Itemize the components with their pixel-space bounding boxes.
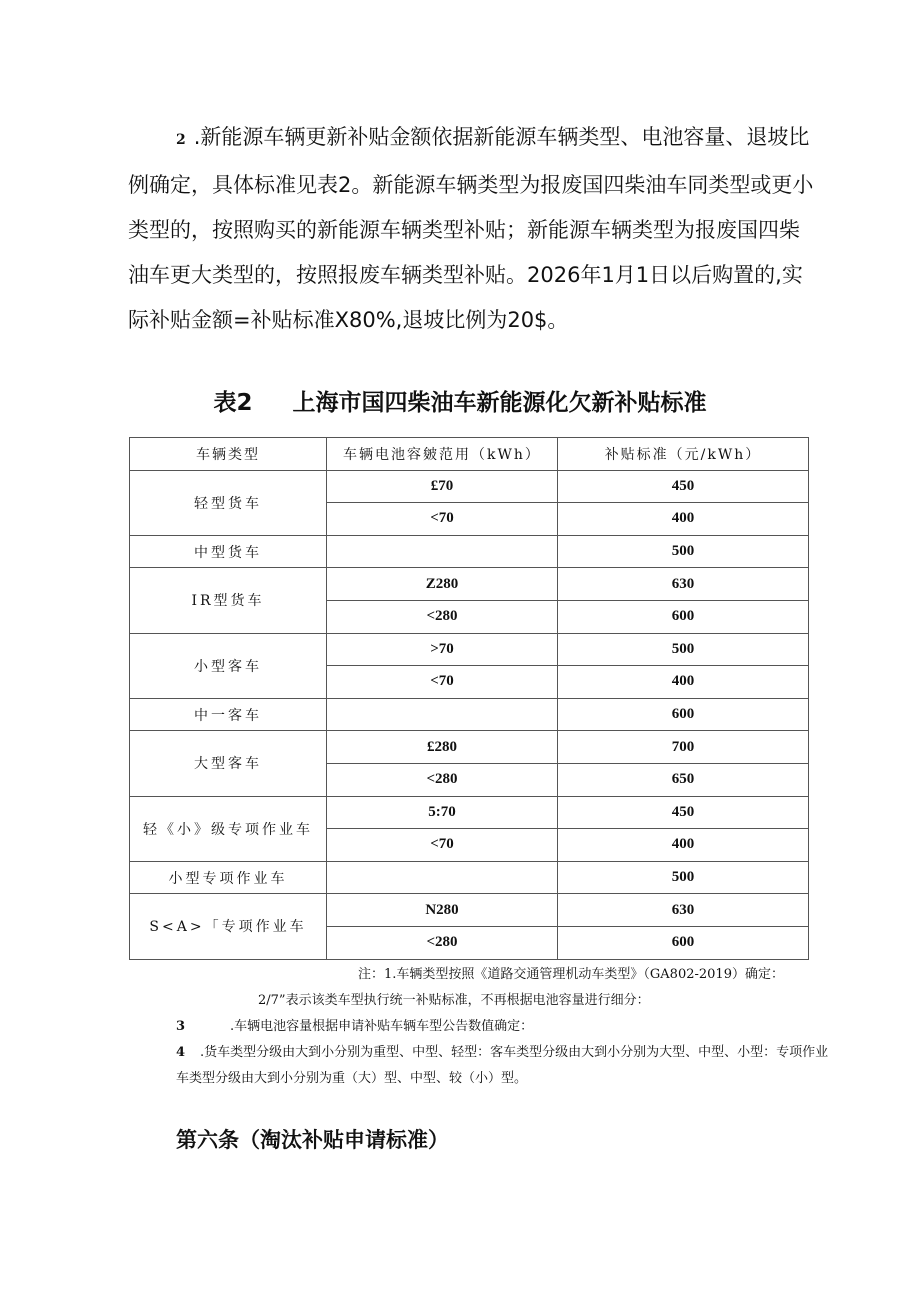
- vehicle-type-cell: 小型专项作业车: [130, 861, 327, 894]
- subsidy-rate-cell: 450: [558, 796, 809, 829]
- battery-range-cell: <280: [327, 763, 558, 796]
- subsidy-rate-cell: 600: [558, 926, 809, 959]
- table-title: [0, 384, 920, 417]
- battery-range-cell: [327, 698, 558, 731]
- subsidy-rate-cell: 400: [558, 829, 809, 862]
- table-row: [130, 731, 809, 764]
- table-row: [130, 796, 809, 829]
- note-3-number: 3: [176, 1019, 186, 1034]
- subsidy-rate-cell: 630: [558, 894, 809, 927]
- battery-range-cell: <280: [327, 926, 558, 959]
- subsidy-rate-cell: 500: [558, 535, 809, 568]
- header-battery-range: 车辆电池容皴范用（kWh）: [327, 438, 558, 471]
- battery-range-cell: 5:70: [327, 796, 558, 829]
- table-row: [130, 470, 809, 503]
- battery-range-cell: £70: [327, 470, 558, 503]
- battery-range-cell: Z280: [327, 568, 558, 601]
- subsidy-rate-cell: 500: [558, 633, 809, 666]
- table-title-text: 上海市国四柴油车新能源化欠新补贴标准: [292, 390, 707, 416]
- section-heading: 第六条（淘汰补贴申请标准）: [176, 1128, 449, 1152]
- vehicle-type-cell: 大型客车: [130, 731, 327, 796]
- note-3-text: .车辆电池容量根据申请补贴车辆车型公告数值确定：: [230, 1019, 534, 1034]
- subsidy-rate-cell: 400: [558, 503, 809, 536]
- table-row: [130, 861, 809, 894]
- note-2: 2/7”表示该类车型执行统一补贴标准，不再根据电池容量进行细分：: [258, 993, 650, 1008]
- table-label: 表2: [213, 390, 253, 416]
- header-vehicle-type: 车辆类型: [130, 438, 327, 471]
- battery-range-cell: <70: [327, 503, 558, 536]
- subsidy-rate-cell: 600: [558, 600, 809, 633]
- battery-range-cell: <70: [327, 666, 558, 699]
- table-row: [130, 698, 809, 731]
- vehicle-type-cell: 轻型货车: [130, 470, 327, 535]
- table-row: [130, 568, 809, 601]
- subsidy-rate-cell: 600: [558, 698, 809, 731]
- paragraph-number: 2: [176, 132, 186, 148]
- table-notes: [112, 962, 832, 1092]
- subsidy-rate-cell: 450: [558, 470, 809, 503]
- table-header-row: [130, 438, 809, 471]
- paragraph-text: .新能源车辆更新补贴金额依据新能源车辆类型、电池容量、退坡比例确定，具体标准见表2。新能源车辆类型为报废国四柴油车同类型或更小类型的，按照购买的新能源车辆类型补贴；新能源车辆类型为报废国四柴油车更大类型的，按照报废车辆类型补贴。2026年1月1日以后购置的,实际补贴金额=补贴标准X80%,退坡比例为20$。: [128, 125, 814, 332]
- battery-range-cell: <70: [327, 829, 558, 862]
- battery-range-cell: [327, 535, 558, 568]
- note-1: 注：1.车辆类型按照《道路交通管理机动车类型》（GA802-2019）确定：: [358, 967, 784, 982]
- note-4-number: 4: [176, 1045, 186, 1060]
- note-4: [112, 1040, 832, 1092]
- vehicle-type-cell: 轻《小》级专项作业车: [130, 796, 327, 861]
- subsidy-table: [129, 437, 809, 960]
- subsidy-rate-cell: 400: [558, 666, 809, 699]
- battery-range-cell: >70: [327, 633, 558, 666]
- subsidy-rate-cell: 650: [558, 763, 809, 796]
- battery-range-cell: <280: [327, 600, 558, 633]
- subsidy-rate-cell: 500: [558, 861, 809, 894]
- table-row: [130, 535, 809, 568]
- subsidy-rate-cell: 630: [558, 568, 809, 601]
- vehicle-type-cell: 中一客车: [130, 698, 327, 731]
- note-3: [112, 1014, 832, 1040]
- header-subsidy-rate: 补贴标准（元/kWh）: [558, 438, 809, 471]
- table-row: [130, 894, 809, 927]
- table-row: [130, 633, 809, 666]
- vehicle-type-cell: S<A>「专项作业车: [130, 894, 327, 959]
- subsidy-rate-cell: 700: [558, 731, 809, 764]
- battery-range-cell: [327, 861, 558, 894]
- note-4-text: .货车类型分级由大到小分别为重型、中型、轻型：客车类型分级由大到小分别为大型、中型、小型：专项作业车类型分级由大到小分别为重（大）型、中型、较（小）型。: [176, 1045, 829, 1086]
- body-paragraph: [128, 115, 818, 343]
- vehicle-type-cell: 中型货车: [130, 535, 327, 568]
- vehicle-type-cell: IR型货车: [130, 568, 327, 633]
- vehicle-type-cell: 小型客车: [130, 633, 327, 698]
- battery-range-cell: £280: [327, 731, 558, 764]
- battery-range-cell: N280: [327, 894, 558, 927]
